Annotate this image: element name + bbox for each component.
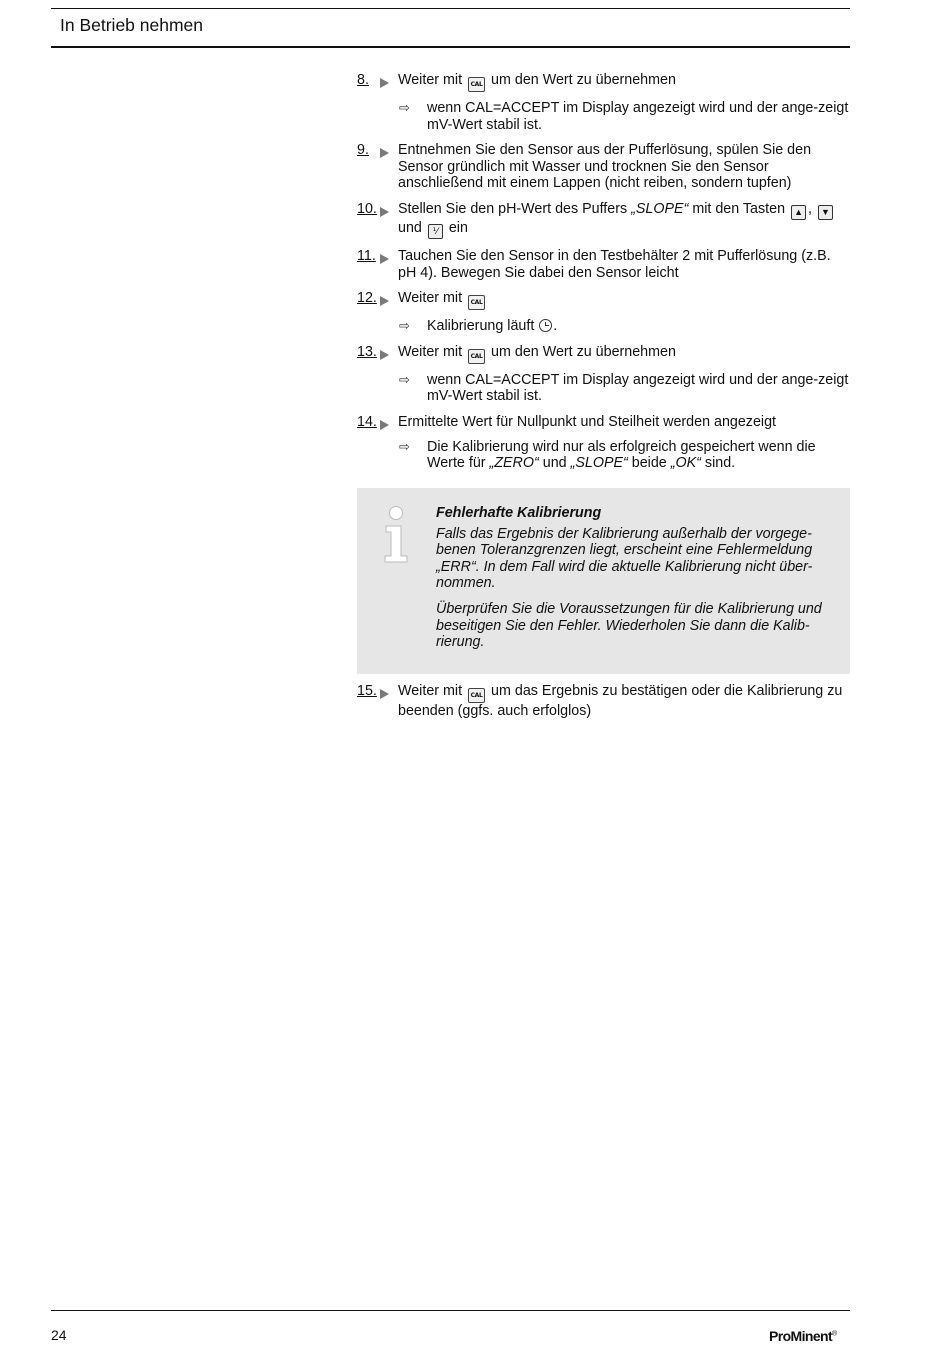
page-header-title: In Betrieb nehmen bbox=[60, 15, 204, 35]
step-arrow-icon bbox=[380, 350, 389, 360]
step-arrow-icon bbox=[380, 420, 389, 430]
down-key-icon: ▼ bbox=[818, 205, 833, 220]
step-number: 15. bbox=[357, 683, 390, 700]
note-title: Fehlerhafte Kalibrierung bbox=[436, 505, 602, 521]
step-number: 11. bbox=[357, 248, 390, 265]
footer-rule bbox=[51, 1310, 850, 1311]
step-arrow-icon bbox=[380, 689, 389, 699]
step-12: 12. Weiter mit CAL bbox=[357, 290, 850, 310]
page-number: 24 bbox=[51, 1327, 67, 1343]
cal-key-icon: CAL bbox=[468, 295, 485, 310]
note-paragraph: Falls das Ergebnis der Kalibrierung außerhalb der vorgege-benen Toleranzgrenzen liegt, erscheint eine Fehlermeldung „ERR“. In dem Fall wird die aktuelle Kalibrierung nicht über-nommen. bbox=[436, 525, 813, 592]
info-icon bbox=[381, 506, 411, 566]
cal-key-icon: CAL bbox=[468, 77, 485, 92]
instruction-list bbox=[357, 72, 850, 481]
step-10: 10. Stellen Sie den pH-Wert des Puffers „SLOPE“ mit den Tasten ▲ , ▼ und ⅟ ein bbox=[357, 201, 850, 239]
step-arrow-icon bbox=[380, 207, 389, 217]
result-arrow-icon: ⇨ bbox=[399, 438, 410, 454]
result-arrow-icon: ⇨ bbox=[399, 318, 410, 334]
step-number: 10. bbox=[357, 201, 390, 218]
step-arrow-icon bbox=[380, 296, 389, 306]
step-14: 14. Ermittelte Wert für Nullpunkt und Steilheit werden angezeigt bbox=[357, 413, 777, 430]
note-paragraph: Überprüfen Sie die Voraussetzungen für die Kalibrierung und beseitigen Sie den Fehler. Wiederholen Sie dann die Kalib-rierung. bbox=[436, 600, 822, 651]
up-key-icon: ▲ bbox=[791, 205, 806, 220]
result-arrow-icon: ⇨ bbox=[399, 371, 410, 387]
step-15: 15. Weiter mit CAL um das Ergebnis zu bestätigen oder die Kalibrierung zu beenden (ggfs. auch erfolglos) bbox=[357, 683, 843, 719]
header-top-rule bbox=[51, 8, 850, 9]
header-bottom-rule bbox=[51, 46, 850, 48]
step-8-result: ⇨ wenn CAL=ACCEPT im Display angezeigt wird und der ange-zeigt mV-Wert stabil ist. bbox=[399, 100, 849, 133]
result-arrow-icon: ⇨ bbox=[399, 100, 410, 115]
step-13: 13. Weiter mit CAL um den Wert zu übernehmen bbox=[357, 344, 850, 364]
info-note-box bbox=[357, 488, 850, 674]
step-14-result: ⇨ Die Kalibrierung wird nur als erfolgreich gespeichert wenn die Werte für „ZERO“ und „SLOPE“ beide „OK“ sind. bbox=[399, 438, 816, 472]
cal-key-icon: CAL bbox=[468, 349, 485, 364]
cal-key-icon: CAL bbox=[468, 688, 485, 703]
step-number: 12. bbox=[357, 290, 390, 307]
note-text bbox=[436, 505, 846, 660]
step-number: 8. bbox=[357, 72, 390, 89]
step-arrow-icon bbox=[380, 148, 389, 158]
step-12-result: ⇨ Kalibrierung läuft . bbox=[399, 318, 558, 335]
step-number: 14. bbox=[357, 414, 390, 431]
step-arrow-icon bbox=[380, 78, 389, 88]
confirm-key-icon: ⅟ bbox=[428, 224, 443, 239]
step-arrow-icon bbox=[380, 254, 389, 264]
step-9: 9. Entnehmen Sie den Sensor aus der Pufferlösung, spülen Sie den Sensor gründlich mit Wasser und trocknen Sie den Sensor anschließend mit einem Lappen (nicht reiben, sondern tupfen) bbox=[357, 142, 812, 192]
prominent-logo: ProMinent® bbox=[769, 1328, 838, 1344]
step-13-result: ⇨ wenn CAL=ACCEPT im Display angezeigt wird und der ange-zeigt mV-Wert stabil ist. bbox=[399, 371, 849, 405]
step-number: 13. bbox=[357, 344, 390, 361]
step-number: 9. bbox=[357, 142, 390, 159]
step-8: 8. Weiter mit CAL um den Wert zu übernehmen bbox=[357, 72, 850, 92]
step-11: 11. Tauchen Sie den Sensor in den Testbehälter 2 mit Pufferlösung (z.B. pH 4). Bewegen Sie dabei den Sensor leicht bbox=[357, 247, 831, 281]
clock-icon bbox=[539, 319, 552, 332]
